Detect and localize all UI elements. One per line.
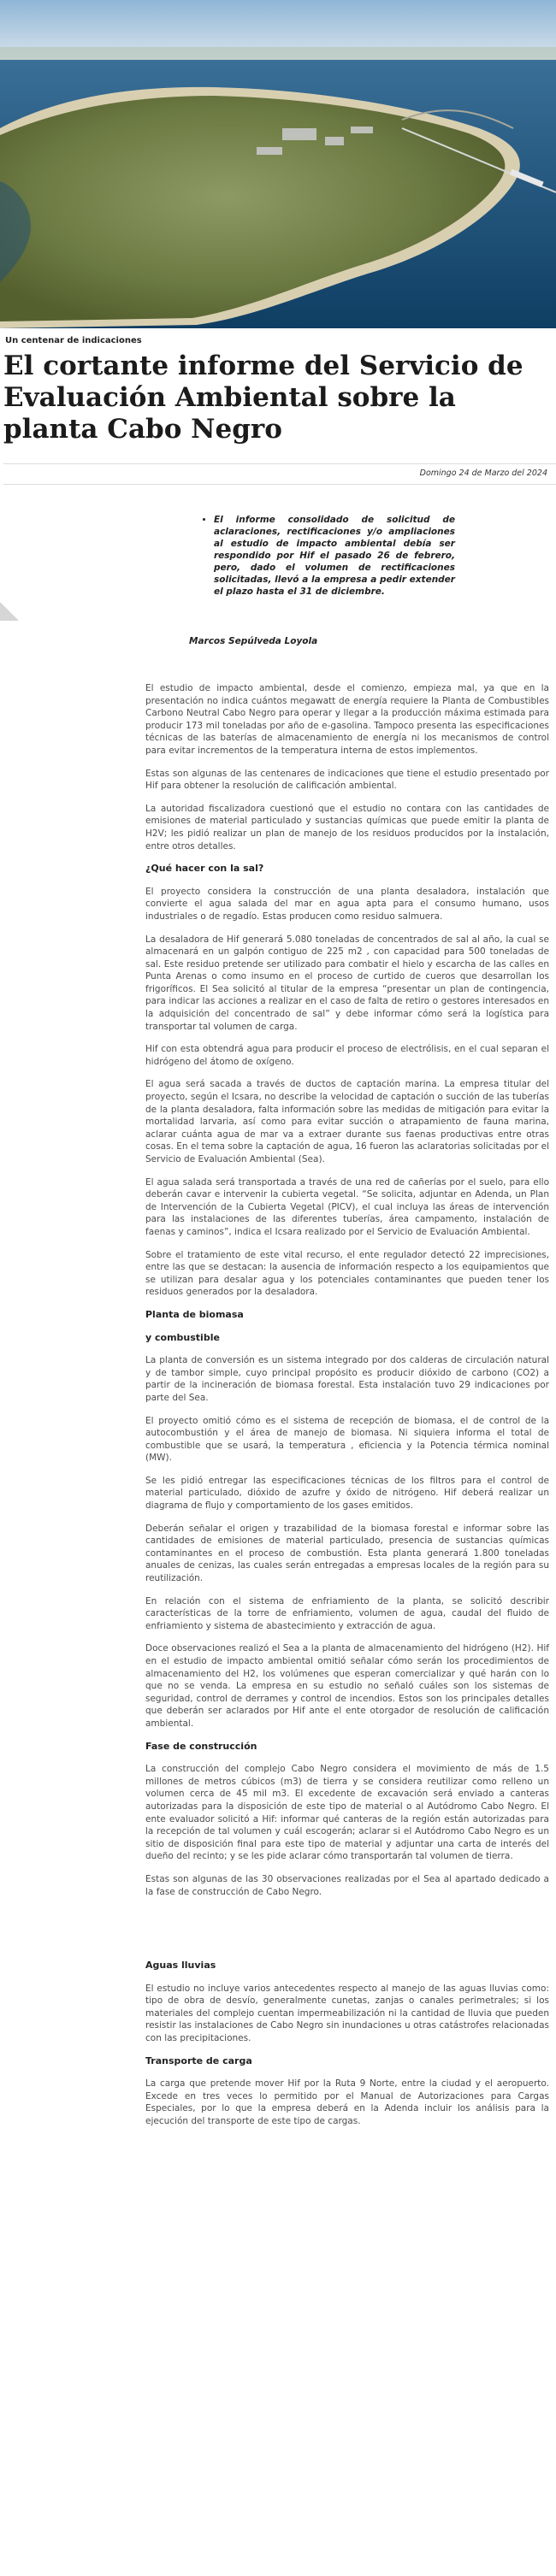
section-heading: Fase de construcción: [145, 1740, 257, 1752]
section-heading: y combustible: [145, 1331, 220, 1343]
paragraph: En relación con el sistema de enfriamiento de la planta, se solicitó describir características de la torre de enfriamiento, volumen de agua, caudal del fluido de enfriamiento y sistema de abastecimiento y extracción de agua.: [145, 1595, 549, 1631]
paragraph: Sobre el tratamiento de este vital recurso, el ente regulador detectó 22 imprecisiones, entre las que se destacan: la ausencia de información respecto a los equipamientos que se utilizan para desalar agua y los potenciales contaminantes que pueden tener los residuos generados por la desaladora.: [145, 1249, 549, 1298]
author-name: Marcos Sepúlveda Loyola: [189, 636, 318, 646]
kicker: Un centenar de indicaciones: [5, 336, 142, 345]
paragraph: Deberán señalar el origen y trazabilidad de la biomasa forestal e informar sobre las cantidades de emisiones de material particulado, presencia de sustancias químicas contaminantes en el proceso de combustión. Esta planta generará 1.800 toneladas anuales de cenizas, las cuales serán entregadas a empresas locales de la región para su reutilización.: [145, 1523, 549, 1584]
section-heading: ¿Qué hacer con la sal?: [145, 863, 264, 875]
summary-item: • El informe consolidado de solicitud de aclaraciones, rectificaciones y/o ampliaciones al estudio de impacto ambiental debía ser respondido por Hif el pasado 26 de febrero, pero, dado el volumen de rectificaciones solicitadas, llevó a la empresa a pedir extender el plazo hasta el 31 de diciembre.: [214, 514, 455, 598]
page-corner-fold-icon: [0, 602, 19, 621]
paragraph: El proyecto considera la construcción de una planta desaladora, instalación que convierte el agua salada del mar en agua apta para el consumo humano, usos industriales o de regadío. Estas producen como residuo salmuera.: [145, 886, 549, 922]
paragraph: El estudio de impacto ambiental, desde el comienzo, empieza mal, ya que en la presentación no indica cuántos megawatt de energía requiere la Planta de Combustibles Carbono Neutral Cabo Negro para operar y llegar a la producción máxima estimada para producir 173 mil toneladas por año de e-gasolina. Tampoco presenta las especificaciones técnicas de las baterías de almacenamiento de energía ni los mecanismos de control para evitar incrementos de la temperatura interna de estos implementos.: [145, 683, 549, 756]
paragraph: El estudio no incluye varios antecedentes respecto al manejo de las aguas lluvias como: tipo de obra de desvío, generalmente cunetas, zanjas o canales perimetrales; si los materiales del complejo cuentan impermeabilización ni la cantidad de lluvia que pueden resistir las instalaciones de Cabo Negro sin inundaciones u otras catástrofes relacionadas con las precipitaciones.: [145, 1983, 549, 2044]
hero-image: [0, 0, 556, 328]
divider: [3, 484, 556, 485]
paragraph: Estas son algunas de las centenares de indicaciones que tiene el estudio presentado por Hif para obtener la resolución de calificación ambiental.: [145, 768, 549, 792]
paragraph: El proyecto omitió cómo es el sistema de recepción de biomasa, el de control de la autocombustión y el área de manejo de biomasa. Ni siquiera informa el total de combustible que se usará, la temperatura , eficiencia y la Potencia térmica nominal (MW).: [145, 1415, 549, 1464]
paragraph: Doce observaciones realizó el Sea a la planta de almacenamiento del hidrógeno (H2). Hif en el estudio de impacto ambiental omitió señalar cómo serán los procedimientos de almacenamiento del H2, los volúmenes que esperan comercializar y qué harán con lo que no se venda. La empresa en su estudio no señaló cuáles son los sistemas de seguridad, control de derrames y control de incendios. Estos son los principales detalles que deberán ser aclarados por Hif ante el ente otorgador de resolución de calificación ambiental.: [145, 1643, 549, 1729]
paragraph: Estas son algunas de las 30 observaciones realizadas por el Sea al apartado dedicado a la fase de construcción de Cabo Negro.: [145, 1873, 549, 1897]
spacer: [145, 1908, 549, 1960]
paragraph: La desaladora de Hif generará 5.080 toneladas de concentrados de sal al año, la cual se almacenará en un galpón contiguo de 225 m2 , con capacidad para 500 toneladas de sal. Este residuo pretende ser utilizado para combatir el hielo y escarcha de las calles en Punta Arenas o como insumo en el proceso de curtido de cueros que desarrollan los frigoríficos. El Sea solicitó al titular de la empresa “presentar un plan de contingencia, para indicar las acciones a realizar en el caso de falta de retiro o gestores interesados en la adquisición del concentrado de sal” y debe informar cómo será la logística para transportar tal volumen de carga.: [145, 934, 549, 1032]
paragraph: Se les pidió entregar las especificaciones técnicas de los filtros para el control de material particulado, dióxido de azufre y óxido de nitrógeno. Hif deberá realizar un diagrama de flujo y comportamiento de los gases emitidos.: [145, 1475, 549, 1512]
paragraph: La planta de conversión es un sistema integrado por dos calderas de circulación natural y de tambor simple, cuyo principal propósito es producir dióxido de carbono (CO2) a partir de la incineración de biomasa forestal. Esta instalación tuvo 29 indicaciones por parte del Sea.: [145, 1355, 549, 1403]
paragraph: El agua será sacada a través de ductos de captación marina. La empresa titular del proyecto, según el Icsara, no describe la velocidad de captación o succión de las tuberías de la planta desaladora, falta información sobre las medidas de mitigación para evitar la mortalidad larvaria, así como para evitar succión o atrapamiento de fauna marina, aclarar cuánta agua de mar va a extraer durante sus faenas productivas entre otras cosas. En el tema sobre la captación de agua, 16 fueron las aclaratorias solicitadas por el Servicio de Evaluación Ambiental (Sea).: [145, 1079, 549, 1164]
summary-list: [202, 514, 455, 598]
publish-date: Domingo 24 de Marzo del 2024: [419, 469, 547, 478]
paragraph: La construcción del complejo Cabo Negro considera el movimiento de más de 1.5 millones de metros cúbicos (m3) de tierra y se considera reutilizar como relleno un volumen cerca de 45 mil m3. El excedente de excavación será enviado a canteras autorizadas para la disposición de este tipo de material o al Autódromo Cabo Negro. El ente evaluador solicitó a Hif: informar qué canteras de la región están autorizadas para la recepción de tal volumen y cuál escogerán; aclarar si el Autódromo Cabo Negro es un sitio de disposición final para este tipo de material y adjuntar una carta de interés del dueño del recinto; y se les pide aclarar cómo transportarán tal volumen de tierra.: [145, 1764, 549, 1862]
paragraph: El agua salada será transportada a través de una red de cañerías por el suelo, para ello deberán cavar e intervenir la cubierta vegetal. “Se solicita, adjuntar en Adenda, un Plan de Intervención de la Cubierta Vegetal (PICV), el cual incluya las áreas de intervención para las instalaciones de las diferentes tuberías, área campamento, instalación de faenas y caminos”, indica el Icsara realizado por el Servicio de Evaluación Ambiental.: [145, 1176, 549, 1237]
section-heading: Aguas lluvias: [145, 1960, 216, 1972]
section-heading: Transporte de carga: [145, 2054, 252, 2066]
article-body: [145, 682, 549, 2138]
paragraph: Hif con esta obtendrá agua para producir el proceso de electrólisis, en el cual separan el hidrógeno del átomo de oxígeno.: [145, 1044, 549, 1067]
aerial-photo: [0, 0, 556, 328]
paragraph: La autoridad fiscalizadora cuestionó que el estudio no contara con las cantidades de emisiones de material particulado y sustancias químicas que puede emitir la planta de H2V; les pidió realizar un plan de manejo de los residuos producidos por la instalación, entre otros detalles.: [145, 803, 549, 852]
article-title: El cortante informe del Servicio de Evaluación Ambiental sobre la planta Cabo Negro: [3, 351, 523, 445]
divider: [3, 463, 556, 464]
paragraph: La carga que pretende mover Hif por la Ruta 9 Norte, entre la ciudad y el aeropuerto. Excede en tres veces lo permitido por el Manual de Autorizaciones para Cargas Especiales, por lo que la empresa deberá en la Adenda incluir los análisis para la ejecución del transporte de este tipo de cargas.: [145, 2078, 549, 2127]
section-heading: Planta de biomasa: [145, 1308, 244, 1320]
